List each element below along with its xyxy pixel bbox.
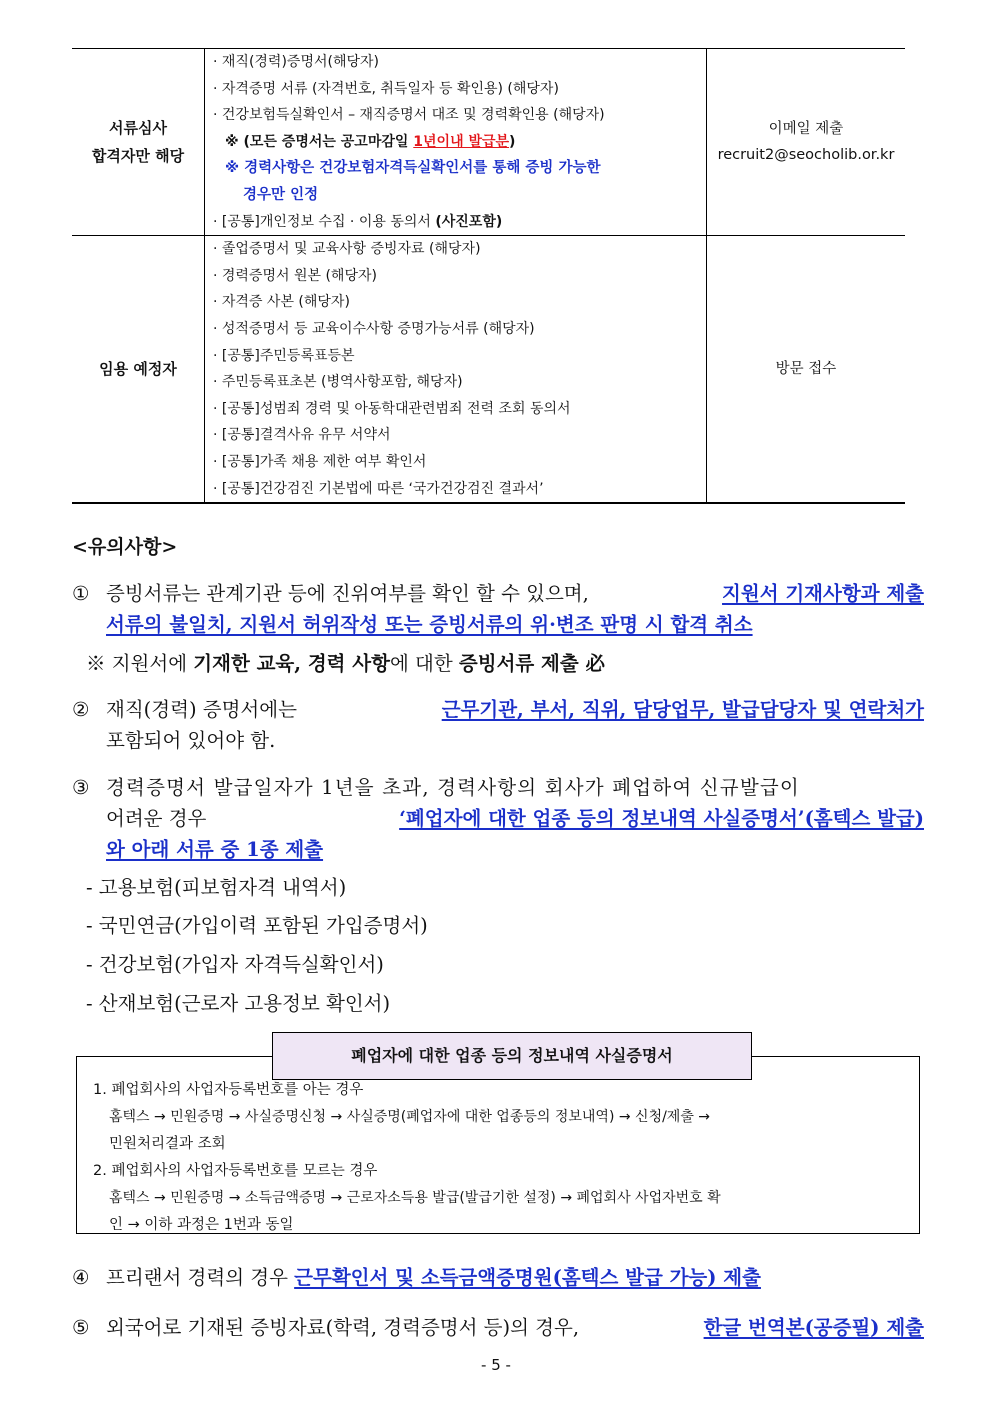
closure-certificate-box xyxy=(76,1056,920,1234)
note-5 xyxy=(72,1312,924,1343)
list-item: · [공통]가족 채용 제한 여부 확인서 xyxy=(213,453,427,470)
note-number: ② xyxy=(72,698,90,721)
list-item: · 자격증 사본 (해당자) xyxy=(213,294,350,311)
category-cell xyxy=(72,49,205,236)
closure-certificate-title: 폐업자에 대한 업종 등의 정보내역 사실증명서 xyxy=(272,1032,752,1080)
required-documents-cell xyxy=(205,49,707,236)
note-number: ① xyxy=(72,582,90,605)
note-4 xyxy=(72,1262,924,1293)
note-2 xyxy=(72,694,924,756)
box-line: 홈텍스 → 민원증명 → 소득금액증명 → 근로자소득용 발급(발급기한 설정) → 폐업회사 사업자번호 확 xyxy=(109,1190,721,1206)
list-item: · 재직(경력)증명서(해당자) xyxy=(213,54,379,70)
note-text: ※ (모든 증명서는 공고마감일 xyxy=(225,133,414,150)
category-label: 임용 예정자 xyxy=(99,360,177,379)
list-item: · [공통]주민등록표등본 xyxy=(213,347,355,364)
list-item: · 주민등록표초본 (병역사항포함, 해당자) xyxy=(213,374,463,391)
item-bold: (사진포함) xyxy=(435,213,503,230)
note-mark: ※ xyxy=(86,652,106,675)
note-highlight: 한글 번역본(공증필) 제출 xyxy=(703,1316,924,1339)
submission-method-cell xyxy=(707,236,906,503)
note-text: 프리랜서 경력의 경우 xyxy=(106,1266,288,1289)
note-number: ⑤ xyxy=(72,1316,90,1339)
box-line: 민원처리결과 조회 xyxy=(109,1136,226,1152)
note-highlight: 근무기관, 부서, 직위, 담당업무, 발급담당자 및 연락처가 xyxy=(441,698,924,721)
note-number: ④ xyxy=(72,1266,90,1289)
list-item: · 졸업증명서 및 교육사항 증빙자료 (해당자) xyxy=(213,241,481,258)
note-text: 에 대한 xyxy=(389,652,459,675)
list-item: · 자격증명 서류 (자격번호, 취득일자 등 확인용) (해당자) xyxy=(213,80,559,97)
note-1 xyxy=(72,578,924,640)
category-label: 합격자만 해당 xyxy=(91,147,185,166)
category-label: 서류심사 xyxy=(109,119,167,138)
list-item xyxy=(213,209,706,236)
note-highlight: 1년이내 발급분 xyxy=(413,133,510,150)
box-line: 2. 폐업회사의 사업자등록번호를 모르는 경우 xyxy=(93,1163,378,1179)
note-line: 경우만 인정 xyxy=(243,186,319,203)
note-bold: 기재한 교육, 경력 사항 xyxy=(193,652,390,675)
list-item: - 산재보험(근로자 고용정보 확인서) xyxy=(86,992,391,1015)
table-row xyxy=(72,236,905,503)
submission-method: 방문 접수 xyxy=(775,361,837,378)
list-item: · 성적증명서 등 교육이수사항 증명가능서류 (해당자) xyxy=(213,320,535,337)
notes-heading: <유의사항> xyxy=(72,536,178,558)
required-evidence-note xyxy=(86,648,605,676)
list-item: · [공통]건강검진 기본법에 따른 ‘국가건강검진 결과서’ xyxy=(213,480,544,497)
note-text: 포함되어 있어야 함. xyxy=(106,729,276,752)
submission-method: 이메일 제출 xyxy=(768,121,844,138)
note-text: 경력증명서 발급일자가 1년을 초과, 경력사항의 회사가 폐업하여 신규발급이 xyxy=(106,776,800,799)
list-item: · 경력증명서 원본 (해당자) xyxy=(213,267,377,284)
list-item: · [공통]성범죄 경력 및 아동학대관련범죄 전력 조회 동의서 xyxy=(213,400,571,417)
note-number: ③ xyxy=(72,776,90,799)
document-requirements-table xyxy=(72,48,905,504)
note-text: ) xyxy=(509,133,516,150)
table-row xyxy=(72,49,905,236)
list-item xyxy=(213,129,706,156)
note-bold: 증빙서류 제출 必 xyxy=(458,652,605,675)
note-line: ※ 경력사항은 건강보험자격득실확인서를 통해 증빙 가능한 xyxy=(225,160,601,177)
note-text: 재직(경력) 증명서에는 xyxy=(106,698,297,721)
box-line: 홈텍스 → 민원증명 → 사실증명신청 → 사실증명(폐업자에 대한 업종등의 정보내역) → 신청/제출 → xyxy=(109,1109,711,1125)
list-item: · [공통]결격사유 유무 서약서 xyxy=(213,427,391,444)
category-cell xyxy=(72,236,205,503)
list-item: · 건강보험득실확인서 – 재직증명서 대조 및 경력확인용 (해당자) xyxy=(213,107,605,124)
page-number: - 5 - xyxy=(481,1356,511,1374)
note-text: 지원서에 xyxy=(111,652,194,675)
list-item: - 고용보험(피보험자격 내역서) xyxy=(86,876,347,899)
box-line: 1. 폐업회사의 사업자등록번호를 아는 경우 xyxy=(93,1082,364,1098)
note-text: 증빙서류는 관계기관 등에 진위여부를 확인 할 수 있으며, xyxy=(106,582,589,605)
required-documents-cell xyxy=(205,236,707,503)
note-3 xyxy=(72,772,924,865)
note-highlight: 근무확인서 및 소득금액증명원(홈텍스 발급 가능) 제출 xyxy=(294,1266,761,1289)
note-highlight: 와 아래 서류 중 1종 제출 xyxy=(106,838,324,861)
list-item: - 건강보험(가입자 자격득실확인서) xyxy=(86,953,384,976)
note-text: 외국어로 기재된 증빙자료(학력, 경력증명서 등)의 경우, xyxy=(106,1316,580,1339)
submission-method-cell xyxy=(707,49,906,236)
list-item: - 국민연금(가입이력 포함된 가입증명서) xyxy=(86,914,428,937)
note-highlight: 서류의 불일치, 지원서 허위작성 또는 증빙서류의 위·변조 판명 시 합격 취소 xyxy=(106,613,753,636)
note-text: 어려운 경우 xyxy=(106,807,207,830)
box-line: 인 → 이하 과정은 1번과 동일 xyxy=(109,1217,294,1233)
email-address: recruit2@seocholib.or.kr xyxy=(717,147,895,164)
note-highlight: 지원서 기재사항과 제출 xyxy=(722,582,924,605)
item-text: · [공통]개인정보 수집 · 이용 동의서 xyxy=(213,213,436,230)
note-highlight: ‘폐업자에 대한 업종 등의 정보내역 사실증명서’(홈텍스 발급) xyxy=(399,807,924,830)
